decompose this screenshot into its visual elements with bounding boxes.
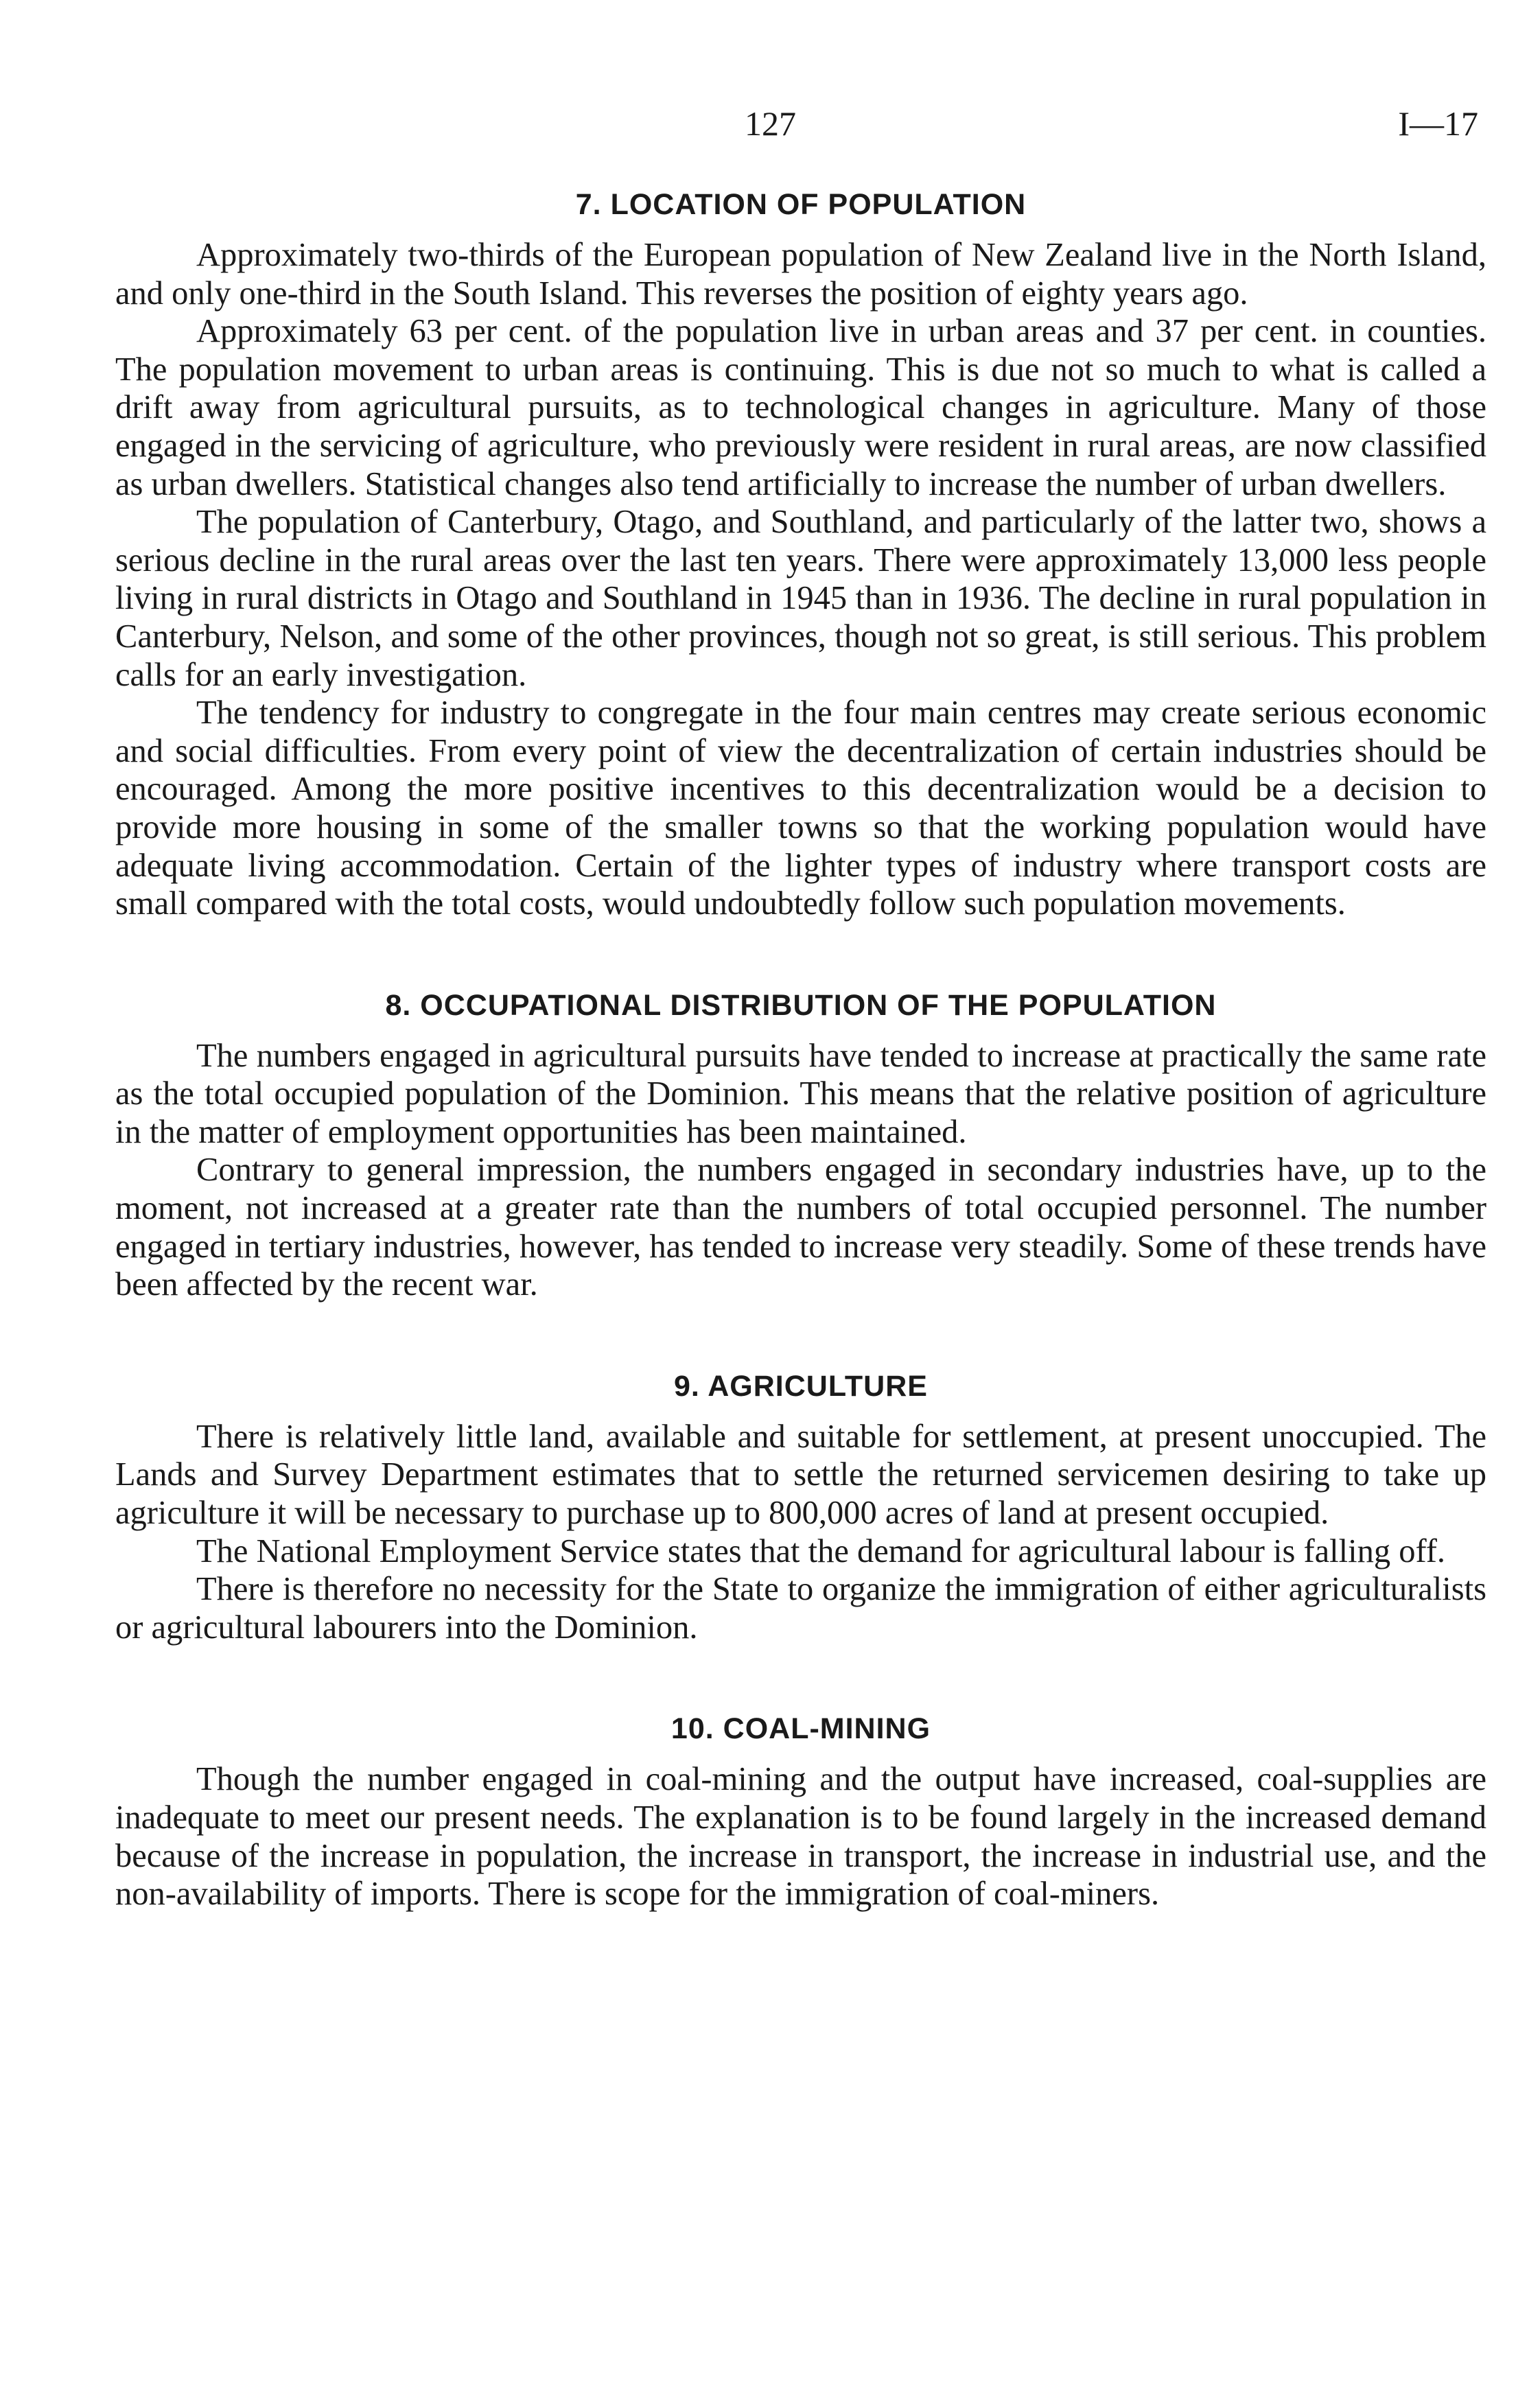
section-heading: 9. AGRICULTURE xyxy=(674,1369,928,1403)
section-heading: 10. COAL-MINING xyxy=(670,1712,931,1746)
paragraph: There is relatively little land, available and suitable for settlement, at present unoccupied. The Lands and Survey Department estimates that to settle the returned servicemen desiring to take up agriculture it will be necessary to purchase up to 800,000 acres of land at present occupied. xyxy=(115,1418,1486,1532)
section-heading: 8. OCCUPATIONAL DISTRIBUTION OF THE POPULATION xyxy=(385,988,1217,1022)
paragraph: Though the number engaged in coal-mining and the output have increased, coal-supplies are inadequate to meet our present needs. The explanation is to be found largely in the increased demand because of the increase in population, the increase in transport, the increase in industrial use, and the non-availability of imports. There is scope for the immigration of coal-miners. xyxy=(115,1761,1486,1913)
document-reference: I—17 xyxy=(1398,104,1478,143)
document-body xyxy=(115,185,1486,1913)
page-header xyxy=(0,103,1540,158)
section-agriculture xyxy=(115,1367,1486,1647)
paragraph: The population of Canterbury, Otago, and Southland, and particularly of the latter two, shows a serious decline in the rural areas over the last ten years. There were approximately 13,000 less people living in rural districts in Otago and Southland in 1945 than in 1936. The decline in rural population in Canterbury, Nelson, and some of the other provinces, though not so great, is still serious. This problem calls for an early investigation. xyxy=(115,504,1486,693)
section-occupational-distribution xyxy=(115,986,1486,1304)
paragraph: Approximately two-thirds of the European population of New Zealand live in the North Island, and only one-third in the South Island. This reverses the position of eighty years ago. xyxy=(115,237,1486,312)
page-number: 127 xyxy=(745,104,796,143)
paragraph: There is therefore no necessity for the State to organize the immigration of either agriculturalists or agricultural labourers into the Dominion. xyxy=(115,1571,1486,1646)
section-location-of-population xyxy=(115,185,1486,923)
section-heading: 7. LOCATION OF POPULATION xyxy=(575,188,1027,221)
paragraph: Contrary to general impression, the numbers engaged in secondary industries have, up to the moment, not increased at a greater rate than the numbers of total occupied personnel. The number engaged in tertiary industries, however, has tended to increase very steadily. Some of these trends have been affected by the recent war. xyxy=(115,1152,1486,1303)
section-coal-mining xyxy=(115,1709,1486,1913)
paragraph: Approximately 63 per cent. of the population live in urban areas and 37 per cent. in counties. The population movement to urban areas is continuing. This is due not so much to what is called a drift away from agricultural pursuits, as to technological changes in agriculture. Many of those engaged in the servicing of agriculture, who previously were resident in rural areas, are now classified as urban dwellers. Statistical changes also tend artificially to increase the number of urban dwellers. xyxy=(115,313,1486,502)
paragraph: The numbers engaged in agricultural pursuits have tended to increase at practically the same rate as the total occupied population of the Dominion. This means that the relative position of agriculture in the matter of employment opportunities has been maintained. xyxy=(115,1037,1486,1150)
paragraph: The tendency for industry to congregate in the four main centres may create serious economic and social difficulties. From every point of view the decentralization of certain industries should be encouraged. Among the more positive incentives to this decentralization would be a decision to provide more housing in some of the smaller towns so that the working population would have adequate living accommodation. Certain of the lighter types of industry where transport costs are small compared with the total costs, would undoubtedly follow such population movements. xyxy=(115,695,1486,922)
paragraph: The National Employment Service states that the demand for agricultural labour is falling off. xyxy=(196,1532,1446,1569)
